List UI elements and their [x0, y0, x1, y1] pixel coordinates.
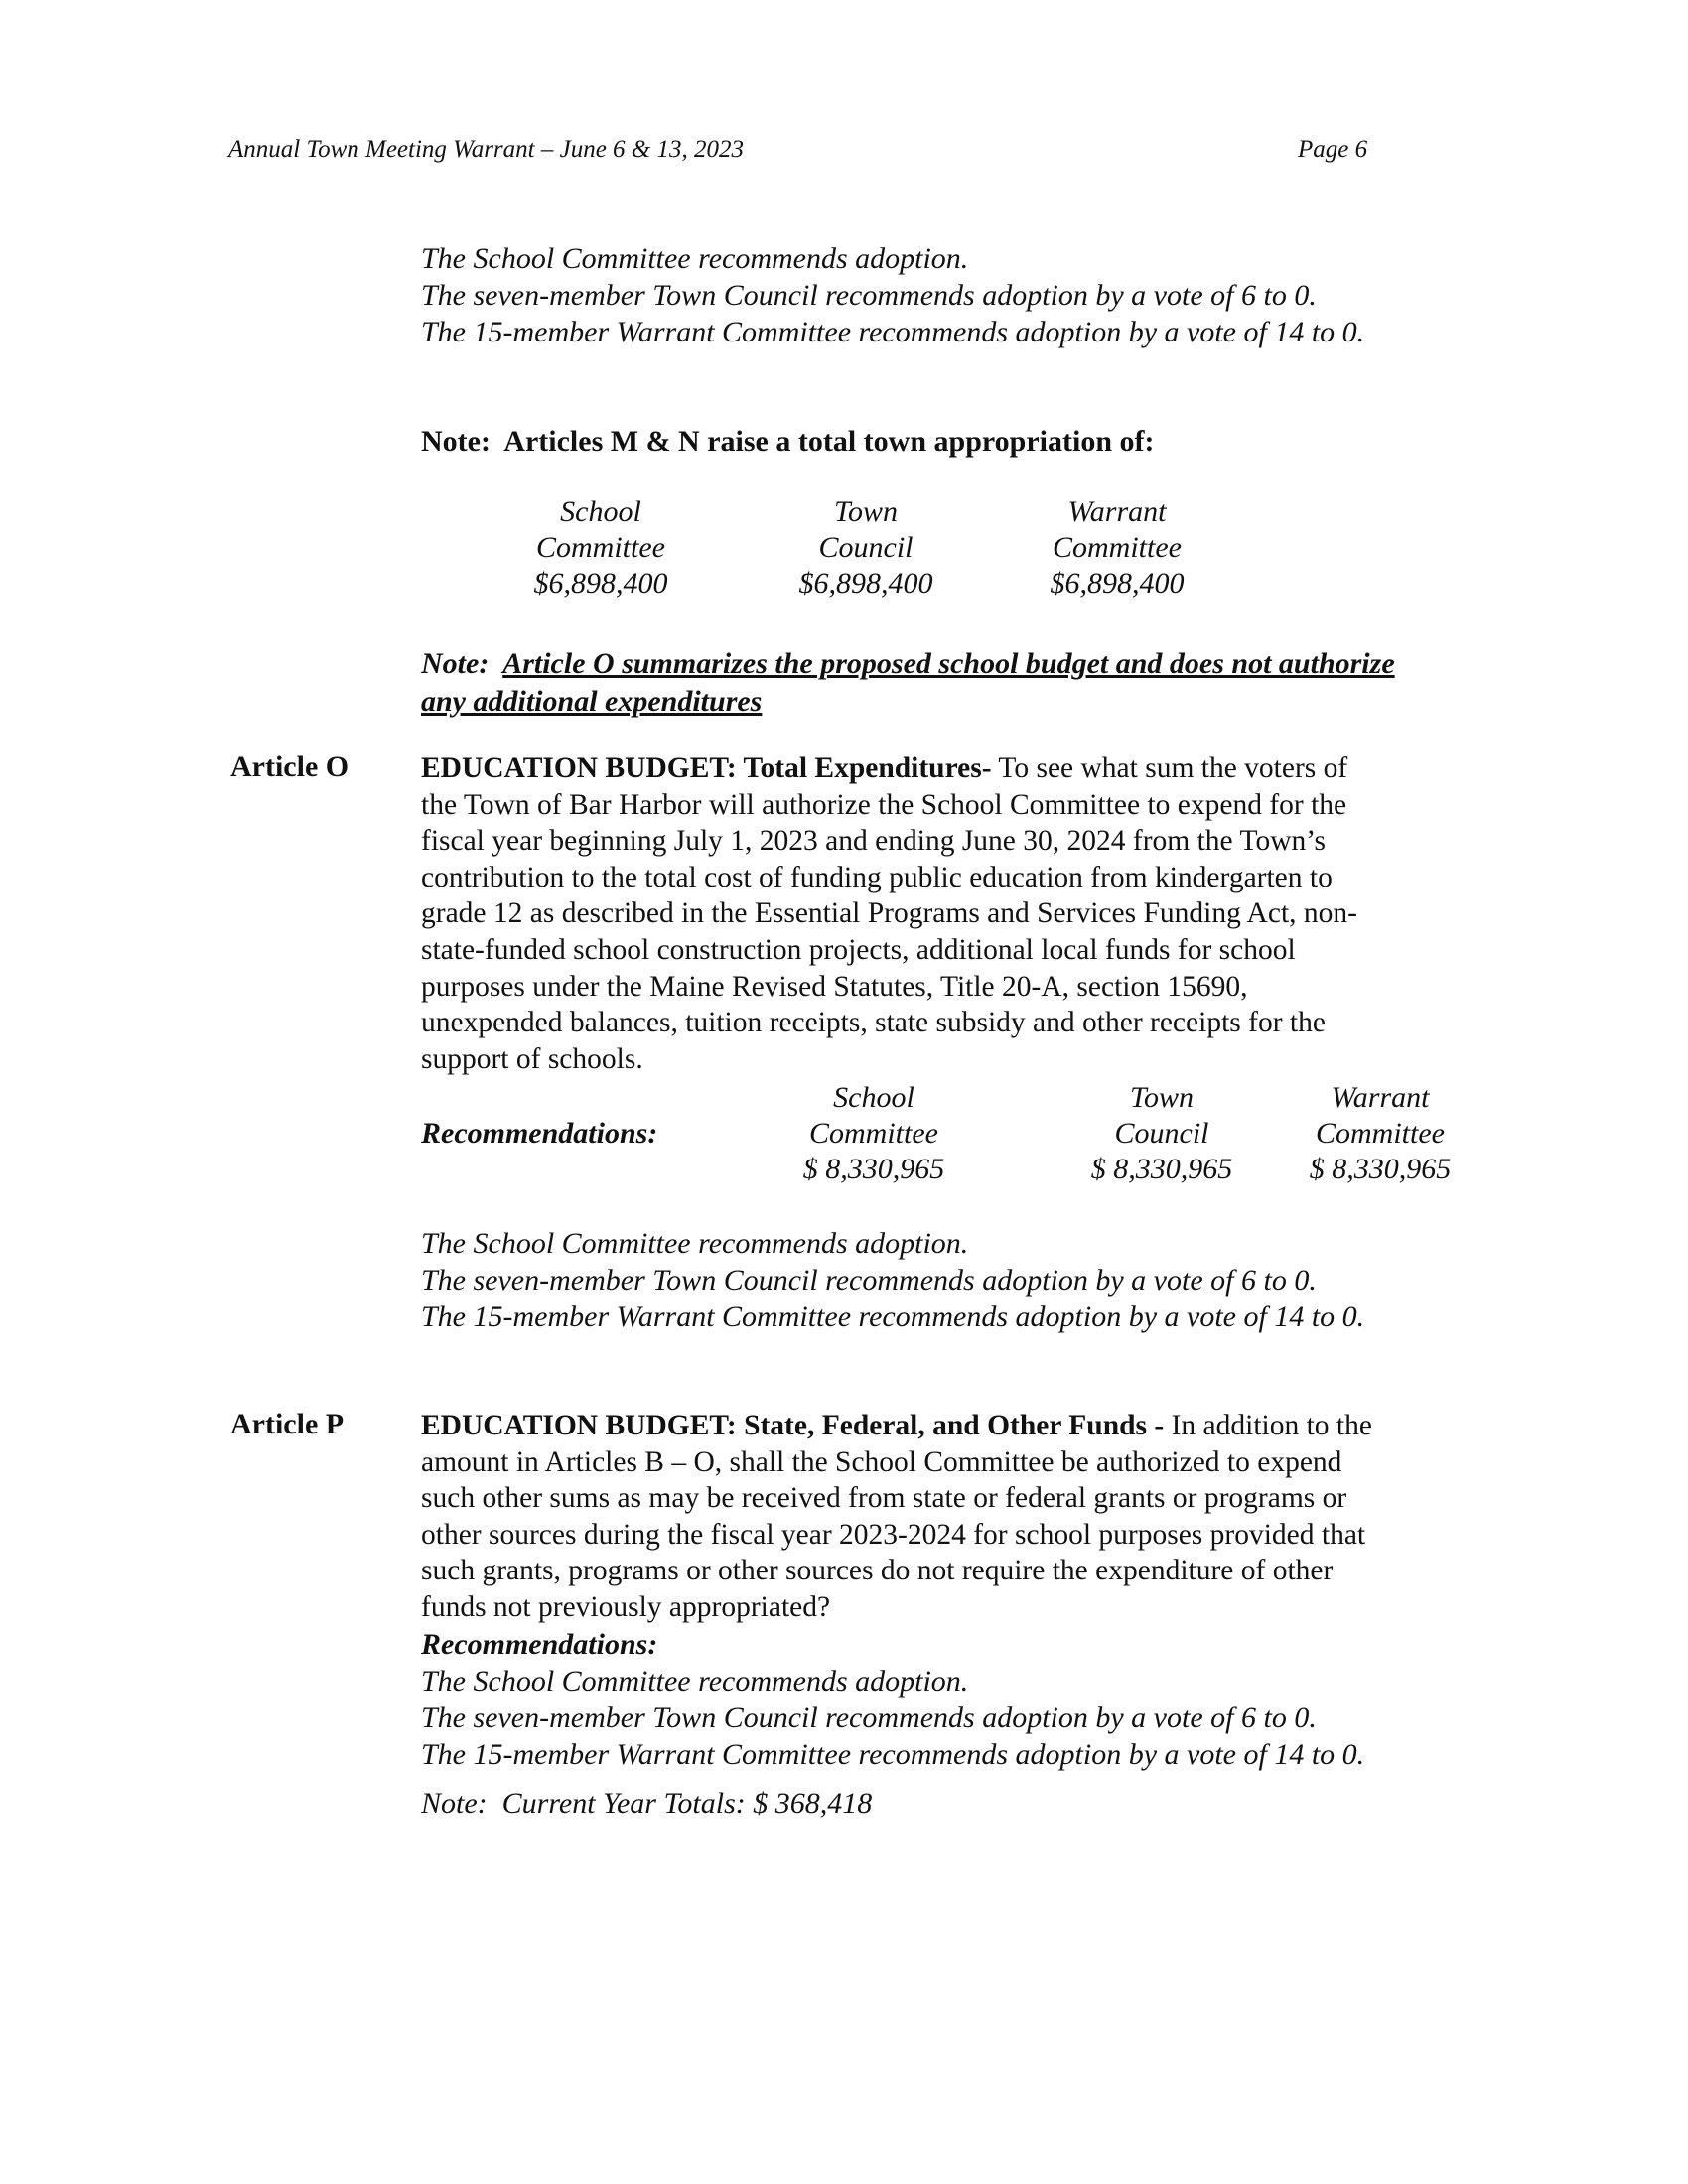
header-title: Annual Town Meeting Warrant – June 6 & 13, 2023: [228, 136, 744, 163]
article-o-label: Article O: [230, 751, 350, 783]
article-p-body: EDUCATION BUDGET: State, Federal, and Other Funds - In addition to the amount in Articles B – O, shall the School Committee be authorized to expend such other sums as may be received from state or federal grants or programs or other sources during the fiscal year 2023-2024 for school purposes provided that such grants, programs or other sources do not require the expenditure of other funds not previously appropriated?: [421, 1410, 1372, 1623]
page-number: Page 6: [1298, 136, 1368, 163]
rec-council: The seven-member Town Council recommends adoption by a vote of 6 to 0.: [421, 1264, 1317, 1297]
article-p-current-year-note: Note: Current Year Totals: $ 368,418: [421, 1787, 873, 1820]
article-p-label: Article P: [230, 1408, 345, 1440]
rec-warrant: The 15-member Warrant Committee recommends adoption by a vote of 14 to 0.: [421, 1300, 1365, 1333]
rec-school: The School Committee recommends adoption.: [421, 242, 969, 275]
article-o-recommendations-label: Recommendations:: [421, 1117, 658, 1150]
mn-col-town: Town Council $6,898,400: [798, 495, 933, 600]
rec-school: The School Committee recommends adoption.: [421, 1665, 969, 1698]
article-o-recommendations: [421, 1225, 1364, 1335]
note-article-o: Note: Article O summarizes the proposed school budget and does not authorize any additional expenditures: [421, 647, 1395, 718]
rec-warrant: The 15-member Warrant Committee recommends adoption by a vote of 14 to 0.: [421, 1738, 1365, 1771]
mn-col-warrant: Warrant Committee $6,898,400: [1050, 495, 1185, 600]
rec-council: The seven-member Town Council recommends adoption by a vote of 6 to 0.: [421, 279, 1317, 312]
mn-col-school: School Committee $6,898,400: [533, 495, 668, 600]
o-col-town: Town Council $ 8,330,965: [1090, 1081, 1233, 1185]
article-o-heading: EDUCATION BUDGET: Total Expenditures-: [421, 752, 992, 784]
article-p-recommendations: [421, 1663, 1364, 1773]
note-mn-text: Note: Articles M & N raise a total town appropriation of:: [421, 425, 1155, 458]
article-p-heading: EDUCATION BUDGET: State, Federal, and Other Funds -: [421, 1410, 1165, 1441]
article-p-recommendations-label: Recommendations:: [421, 1628, 658, 1661]
article-o-body: EDUCATION BUDGET: Total Expenditures- To see what sum the voters of the Town of Bar Harbor will authorize the School Committee to expend for the fiscal year beginning July 1, 2023 and ending June 30, 2024 from the Town’s contribution to the total cost of funding public education from kindergarten to grade 12 as described in the Essential Programs and Services Funding Act, non- state-funded school construction projects, additional local funds for school purposes under the Maine Revised Statutes, Title 20-A, section 15690, unexpended balances, tuition receipts, state subsidy and other receipts for the support of schools.: [421, 752, 1357, 1075]
top-recommendations: [421, 240, 1364, 350]
o-col-warrant: Warrant Committee $ 8,330,965: [1309, 1081, 1452, 1185]
rec-school: The School Committee recommends adoption.: [421, 1227, 969, 1260]
rec-council: The seven-member Town Council recommends adoption by a vote of 6 to 0.: [421, 1702, 1317, 1734]
rec-warrant: The 15-member Warrant Committee recommends adoption by a vote of 14 to 0.: [421, 316, 1365, 348]
o-col-school: School Committee $ 8,330,965: [802, 1081, 945, 1185]
